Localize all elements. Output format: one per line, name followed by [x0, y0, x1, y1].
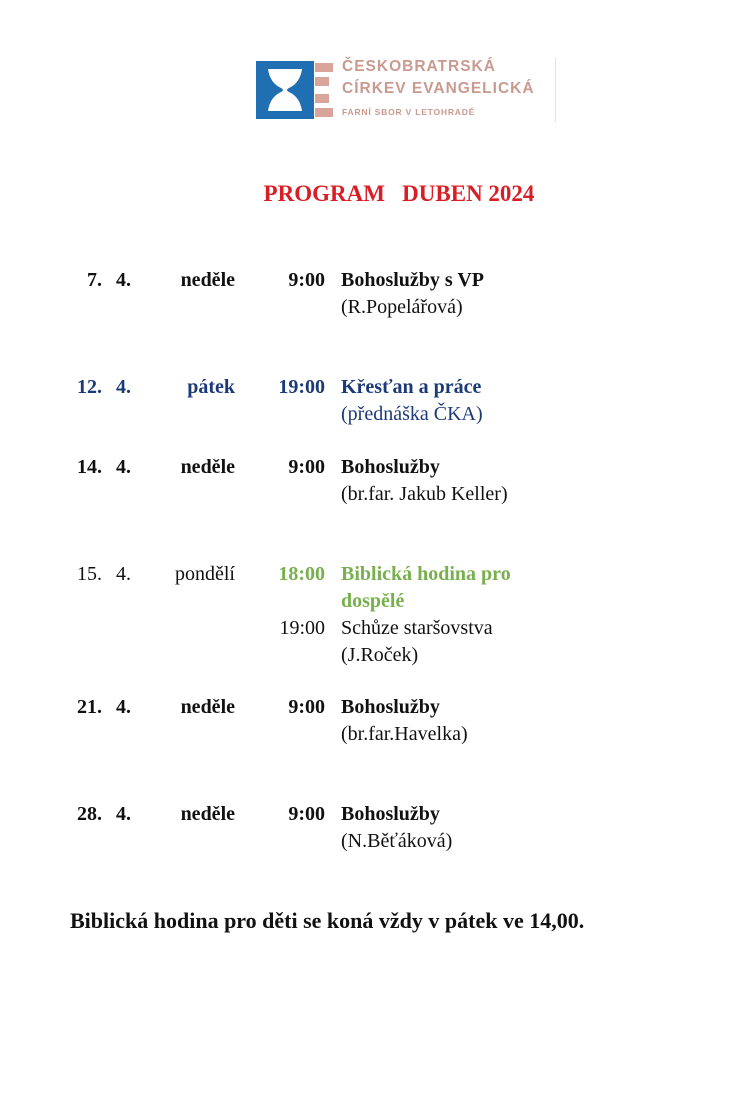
event-day: 15. [77, 563, 102, 585]
event-day: 28. [77, 803, 102, 825]
event-time: 9:00 [288, 269, 325, 291]
event-day: 14. [77, 456, 102, 478]
event-note: (br.far. Jakub Keller) [341, 483, 508, 505]
footer-note: Biblická hodina pro děti se koná vždy v pátek ve 14,00. [70, 908, 585, 933]
chalice-logo-icon [256, 61, 333, 119]
event-time-2: 19:00 [279, 617, 325, 639]
event-day: 12. [77, 376, 102, 398]
event-time: 9:00 [288, 456, 325, 478]
event-note: (J.Roček) [341, 644, 419, 666]
event-note: (br.far.Havelka) [341, 723, 468, 745]
logo-line-3: FARNÍ SBOR V LETOHRADĚ [342, 107, 476, 117]
event-title: Křesťan a práce [341, 376, 482, 398]
event-title: Bohoslužby [341, 456, 440, 478]
event-month: 4. [116, 456, 131, 478]
event-time: 18:00 [278, 563, 325, 585]
logo-line-1: ČESKOBRATRSKÁ [342, 58, 496, 75]
event-title-line-2: dospělé [341, 590, 405, 612]
event-note: (N.Běťáková) [341, 830, 453, 852]
event-weekday: neděle [180, 269, 235, 291]
event-time: 9:00 [288, 696, 325, 718]
event-month: 4. [116, 563, 131, 585]
event-weekday: neděle [180, 696, 235, 718]
event-title-line-1: Biblická hodina pro [341, 563, 511, 585]
event-month: 4. [116, 696, 131, 718]
event-title-2: Schůze staršovstva [341, 617, 493, 639]
event-weekday: neděle [180, 803, 235, 825]
logo-divider [555, 58, 556, 122]
event-title: Bohoslužby [341, 803, 440, 825]
event-time: 9:00 [288, 803, 325, 825]
event-weekday: pondělí [175, 563, 235, 585]
logo-line-2: CÍRKEV EVANGELICKÁ [342, 80, 535, 97]
event-month: 4. [116, 376, 131, 398]
event-day: 7. [87, 269, 102, 291]
event-month: 4. [116, 803, 131, 825]
page-title: PROGRAM DUBEN 2024 [263, 181, 535, 206]
event-month: 4. [116, 269, 131, 291]
event-title: Bohoslužby s VP [341, 269, 485, 291]
event-note: (R.Popelářová) [341, 296, 463, 318]
event-time: 19:00 [278, 376, 325, 398]
church-logo [256, 58, 560, 122]
event-weekday: neděle [180, 456, 235, 478]
event-note: (přednáška ČKA) [341, 403, 483, 425]
event-day: 21. [77, 696, 102, 718]
event-title: Bohoslužby [341, 696, 440, 718]
event-weekday: pátek [187, 376, 235, 398]
